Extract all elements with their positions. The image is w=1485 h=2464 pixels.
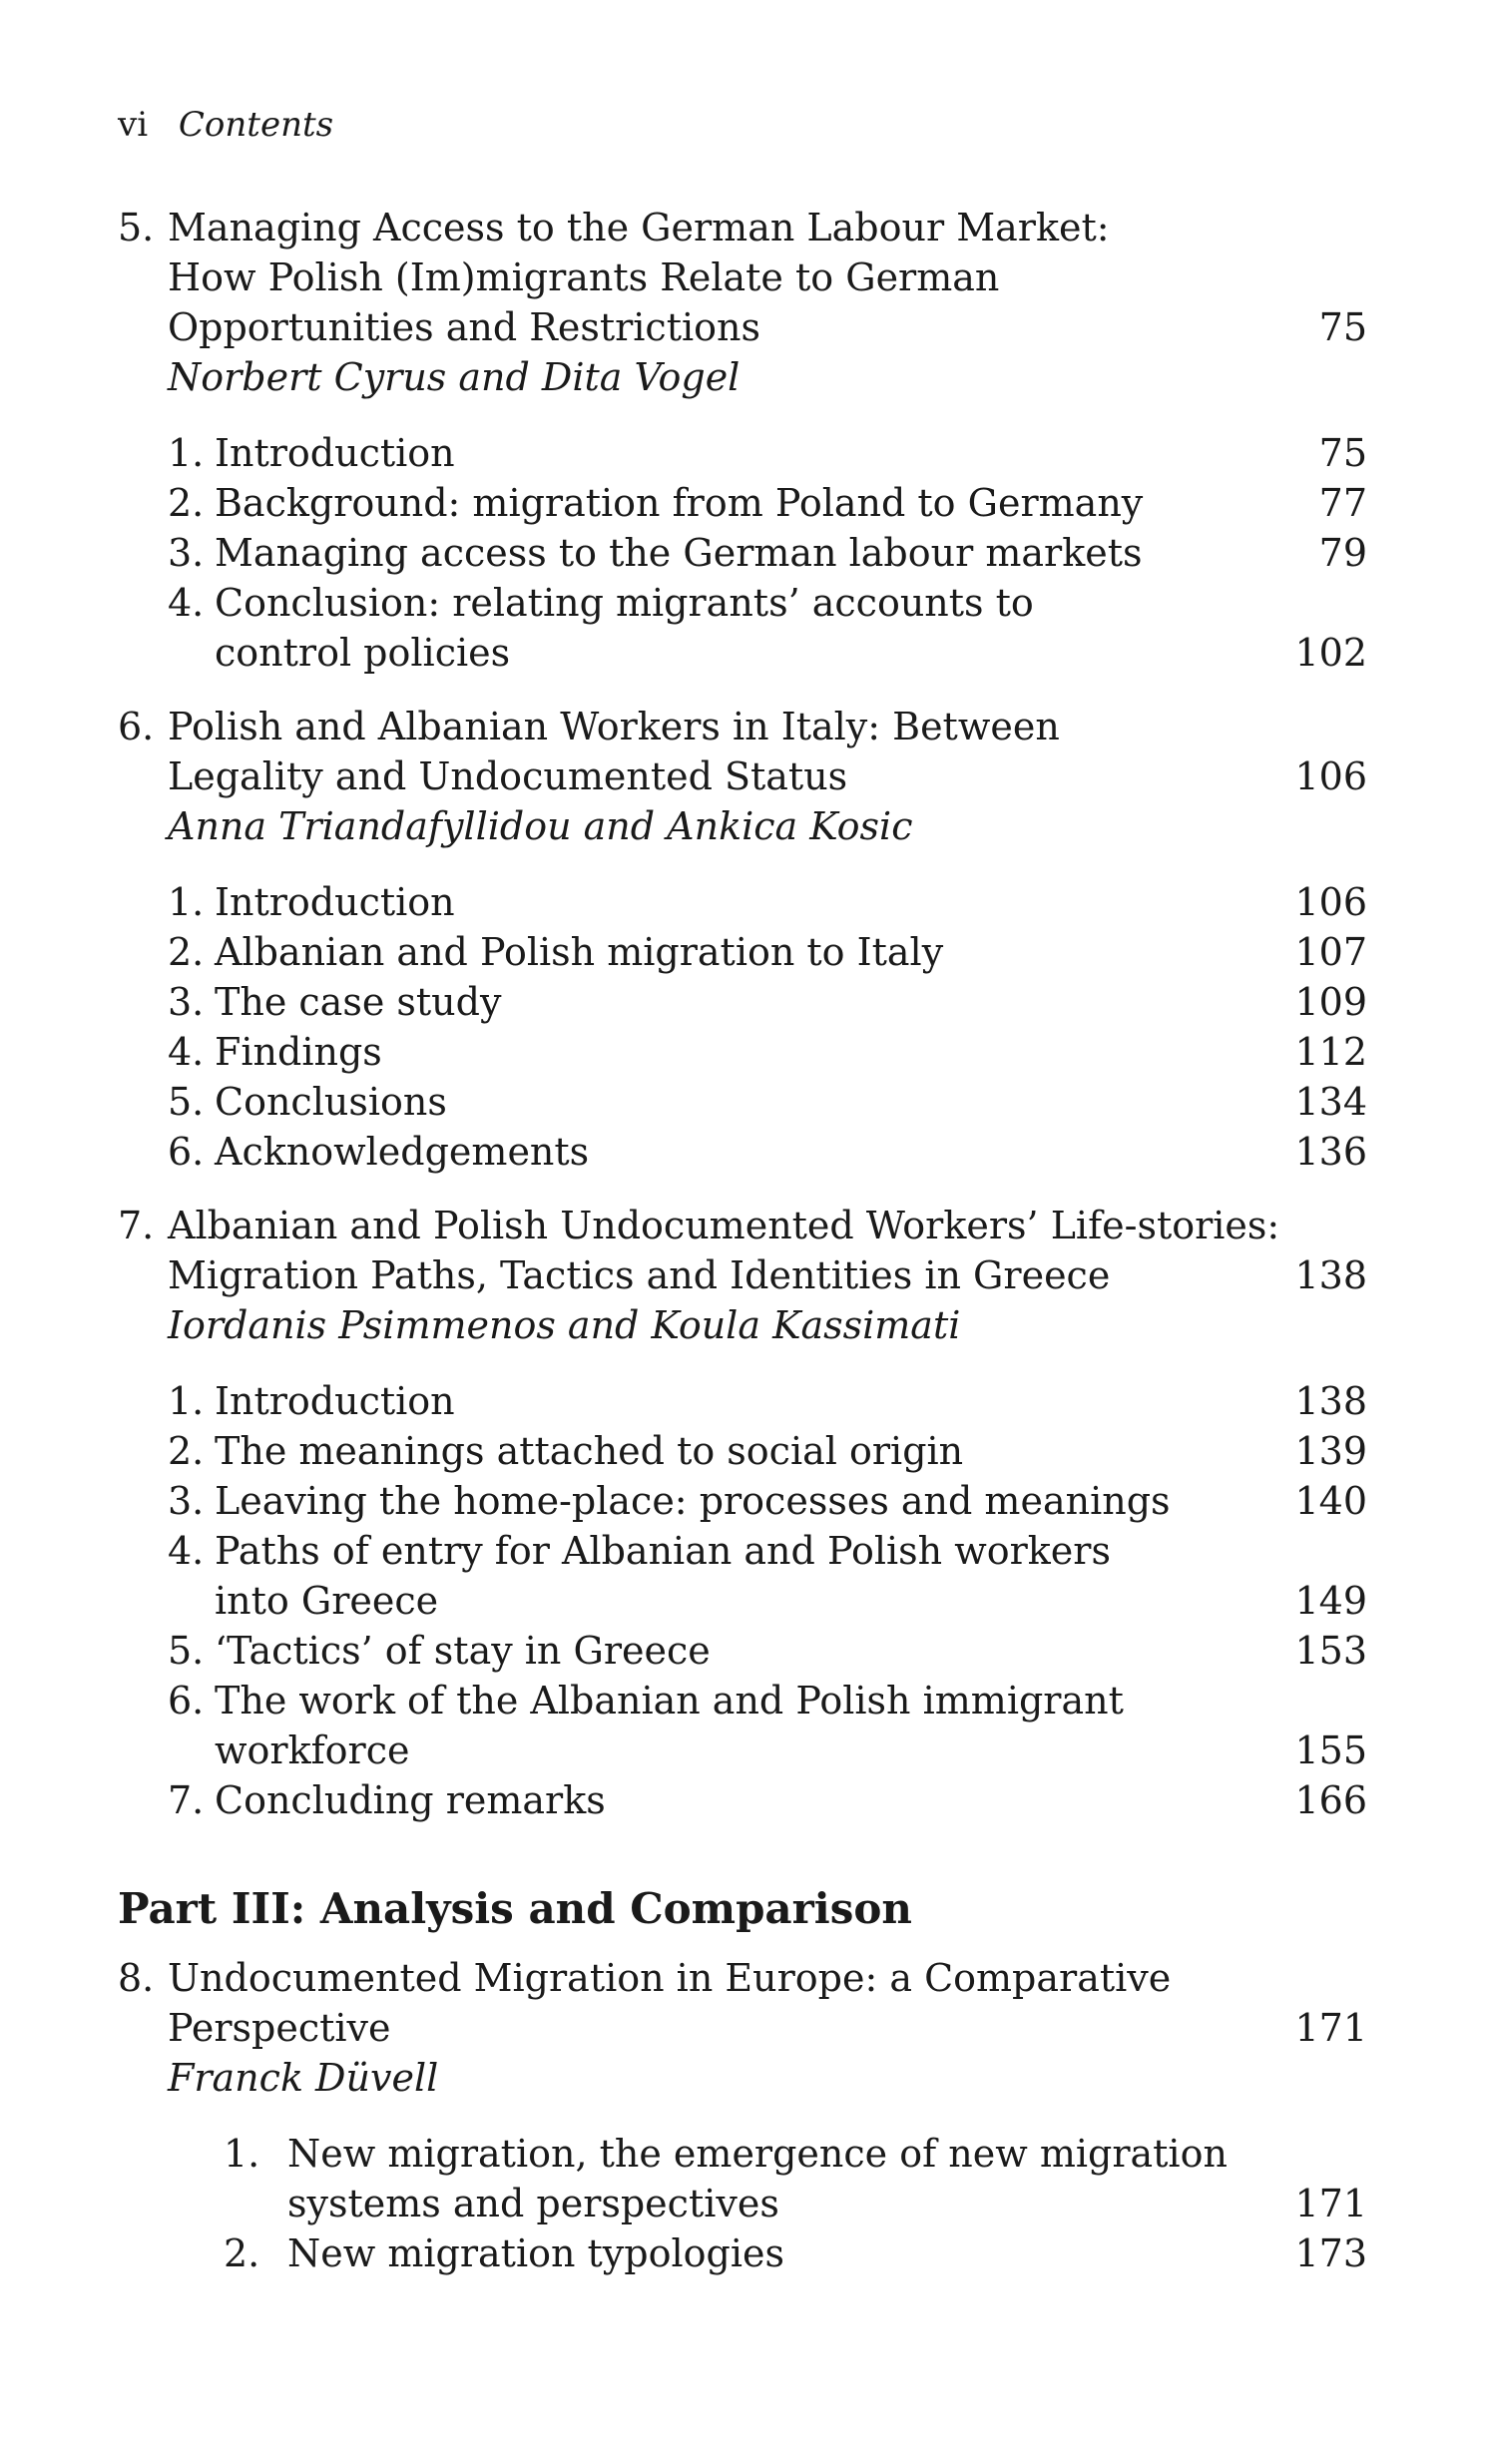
chapter-title-text: Opportunities and Restrictions bbox=[168, 305, 760, 349]
section-title: Albanian and Polish migration to Italy bbox=[215, 930, 944, 974]
toc-section[interactable] bbox=[118, 1027, 1367, 1077]
section-page-number: 139 bbox=[1294, 1429, 1367, 1473]
section-page-number: 153 bbox=[1294, 1629, 1367, 1673]
section-title: Acknowledgements bbox=[215, 1130, 590, 1174]
contents-page bbox=[118, 105, 1367, 2302]
toc-section[interactable] bbox=[118, 428, 1367, 478]
chapter-title-line bbox=[118, 252, 1367, 302]
section-number: 3. bbox=[168, 1479, 205, 1523]
section-list bbox=[118, 1376, 1367, 1825]
section-list bbox=[118, 877, 1367, 1177]
chapter-page-number: 171 bbox=[1294, 2006, 1367, 2050]
section-title: Managing access to the German labour markets bbox=[215, 531, 1143, 575]
section-number: 7. bbox=[168, 1778, 205, 1822]
chapter-title-text: Perspective bbox=[168, 2006, 391, 2050]
section-number: 4. bbox=[168, 1030, 205, 1074]
section-page-number: 79 bbox=[1318, 531, 1367, 575]
toc-section[interactable] bbox=[118, 1077, 1367, 1127]
section-page-number: 149 bbox=[1294, 1579, 1367, 1623]
chapter-title-line bbox=[118, 1250, 1367, 1300]
section-page-number: 102 bbox=[1294, 631, 1367, 675]
section-page-number: 109 bbox=[1294, 980, 1367, 1024]
chapter-title-line bbox=[118, 203, 1367, 252]
part-heading: Part III: Analysis and Comparison bbox=[118, 1884, 912, 1933]
section-title: Findings bbox=[215, 1030, 382, 1074]
chapter-page-number: 106 bbox=[1294, 754, 1367, 798]
toc-chapter-6[interactable] bbox=[118, 702, 1367, 1177]
section-title: into Greece bbox=[215, 1579, 439, 1623]
toc-section[interactable] bbox=[118, 1426, 1367, 1476]
toc-section[interactable] bbox=[118, 2129, 1367, 2179]
chapter-title-line bbox=[118, 2003, 1367, 2053]
toc-section[interactable] bbox=[118, 1526, 1367, 1576]
section-title: workforce bbox=[215, 1728, 410, 1772]
chapter-page-number: 75 bbox=[1318, 305, 1367, 349]
toc-section[interactable] bbox=[118, 1775, 1367, 1825]
section-title: Leaving the home-place: processes and meanings bbox=[215, 1479, 1171, 1523]
chapter-number: 5. bbox=[118, 206, 155, 249]
section-number: 6. bbox=[168, 1130, 205, 1174]
section-title: ‘Tactics’ of stay in Greece bbox=[215, 1629, 711, 1673]
toc-section[interactable] bbox=[118, 977, 1367, 1027]
section-list bbox=[118, 2129, 1367, 2278]
chapter-title-line bbox=[118, 751, 1367, 801]
chapter-author: Franck Düvell bbox=[168, 2056, 439, 2100]
toc-section[interactable] bbox=[118, 528, 1367, 578]
section-page-number: 75 bbox=[1318, 431, 1367, 475]
section-list bbox=[118, 428, 1367, 678]
chapter-title-line bbox=[118, 1953, 1367, 2003]
chapter-title-line bbox=[118, 302, 1367, 352]
section-page-number: 140 bbox=[1294, 1479, 1367, 1523]
section-title: Conclusion: relating migrants’ accounts to bbox=[215, 581, 1034, 625]
chapter-page-number: 138 bbox=[1294, 1253, 1367, 1297]
toc-chapter-7[interactable] bbox=[118, 1201, 1367, 1825]
toc-section[interactable] bbox=[118, 1476, 1367, 1526]
section-page-number: 112 bbox=[1294, 1030, 1367, 1074]
section-title: Paths of entry for Albanian and Polish workers bbox=[215, 1529, 1111, 1573]
chapter-title-text: Polish and Albanian Workers in Italy: Between bbox=[168, 705, 1060, 748]
section-number: 2. bbox=[168, 481, 205, 525]
chapter-author: Iordanis Psimmenos and Koula Kassimati bbox=[168, 1303, 961, 1347]
section-title: systems and perspectives bbox=[287, 2182, 779, 2225]
section-title: Introduction bbox=[215, 431, 455, 475]
toc-section[interactable] bbox=[118, 1676, 1367, 1725]
chapter-title-line bbox=[118, 1201, 1367, 1250]
toc-section-continued[interactable] bbox=[118, 1576, 1367, 1626]
toc-section[interactable] bbox=[118, 877, 1367, 927]
chapter-title-text: Migration Paths, Tactics and Identities in Greece bbox=[168, 1253, 1111, 1297]
section-page-number: 171 bbox=[1294, 2182, 1367, 2225]
section-number: 6. bbox=[168, 1679, 205, 1723]
section-number: 4. bbox=[168, 581, 205, 625]
section-page-number: 106 bbox=[1294, 880, 1367, 924]
chapter-title-text: Managing Access to the German Labour Market: bbox=[168, 206, 1110, 249]
section-number: 2. bbox=[168, 930, 205, 974]
section-number: 2. bbox=[224, 2231, 260, 2275]
toc-section[interactable] bbox=[118, 927, 1367, 977]
section-page-number: 77 bbox=[1318, 481, 1367, 525]
section-number: 5. bbox=[168, 1080, 205, 1124]
section-number: 4. bbox=[168, 1529, 205, 1573]
chapter-title-text: How Polish (Im)migrants Relate to German bbox=[168, 255, 1000, 299]
running-head-title: Contents bbox=[178, 105, 334, 145]
section-page-number: 138 bbox=[1294, 1379, 1367, 1423]
section-number: 1. bbox=[168, 431, 205, 475]
section-page-number: 155 bbox=[1294, 1728, 1367, 1772]
toc-section[interactable] bbox=[118, 578, 1367, 628]
section-title: Conclusions bbox=[215, 1080, 447, 1124]
toc-section[interactable] bbox=[118, 1127, 1367, 1177]
chapter-author: Norbert Cyrus and Dita Vogel bbox=[168, 355, 741, 399]
toc-section[interactable] bbox=[118, 478, 1367, 528]
toc-section-continued[interactable] bbox=[118, 2179, 1367, 2228]
section-title: The meanings attached to social origin bbox=[215, 1429, 964, 1473]
chapter-title-line bbox=[118, 702, 1367, 751]
toc-section[interactable] bbox=[118, 1376, 1367, 1426]
section-number: 3. bbox=[168, 980, 205, 1024]
chapter-title-text: Undocumented Migration in Europe: a Comparative bbox=[168, 1956, 1172, 2000]
section-number: 3. bbox=[168, 531, 205, 575]
toc-section[interactable] bbox=[118, 2228, 1367, 2278]
toc-chapter-8[interactable] bbox=[118, 1953, 1367, 2278]
section-number: 5. bbox=[168, 1629, 205, 1673]
section-page-number: 107 bbox=[1294, 930, 1367, 974]
section-number: 1. bbox=[168, 880, 205, 924]
section-page-number: 136 bbox=[1294, 1130, 1367, 1174]
toc-chapter-5[interactable] bbox=[118, 203, 1367, 678]
chapter-title-text: Legality and Undocumented Status bbox=[168, 754, 848, 798]
toc-section-continued[interactable] bbox=[118, 1725, 1367, 1775]
toc-section[interactable] bbox=[118, 1626, 1367, 1676]
section-title: Introduction bbox=[215, 1379, 455, 1423]
chapter-author: Anna Triandafyllidou and Ankica Kosic bbox=[168, 804, 913, 848]
section-number: 1. bbox=[224, 2132, 260, 2176]
chapter-title-text: Albanian and Polish Undocumented Workers’ Life-stories: bbox=[168, 1204, 1280, 1247]
chapter-number: 6. bbox=[118, 705, 155, 748]
section-title: Background: migration from Poland to Germany bbox=[215, 481, 1144, 525]
section-title: New migration, the emergence of new migration bbox=[287, 2132, 1228, 2176]
chapter-number: 8. bbox=[118, 1956, 155, 2000]
running-head bbox=[118, 105, 1367, 145]
section-title: The case study bbox=[215, 980, 502, 1024]
section-number: 2. bbox=[168, 1429, 205, 1473]
page-folio: vi bbox=[118, 105, 149, 145]
section-title: Introduction bbox=[215, 880, 455, 924]
section-title: control policies bbox=[215, 631, 511, 675]
section-page-number: 134 bbox=[1294, 1080, 1367, 1124]
section-title: New migration typologies bbox=[287, 2231, 784, 2275]
chapter-number: 7. bbox=[118, 1204, 155, 1247]
toc-section-continued[interactable] bbox=[118, 628, 1367, 678]
section-page-number: 166 bbox=[1294, 1778, 1367, 1822]
section-title: The work of the Albanian and Polish immigrant bbox=[215, 1679, 1124, 1723]
section-page-number: 173 bbox=[1294, 2231, 1367, 2275]
section-title: Concluding remarks bbox=[215, 1778, 606, 1822]
section-number: 1. bbox=[168, 1379, 205, 1423]
